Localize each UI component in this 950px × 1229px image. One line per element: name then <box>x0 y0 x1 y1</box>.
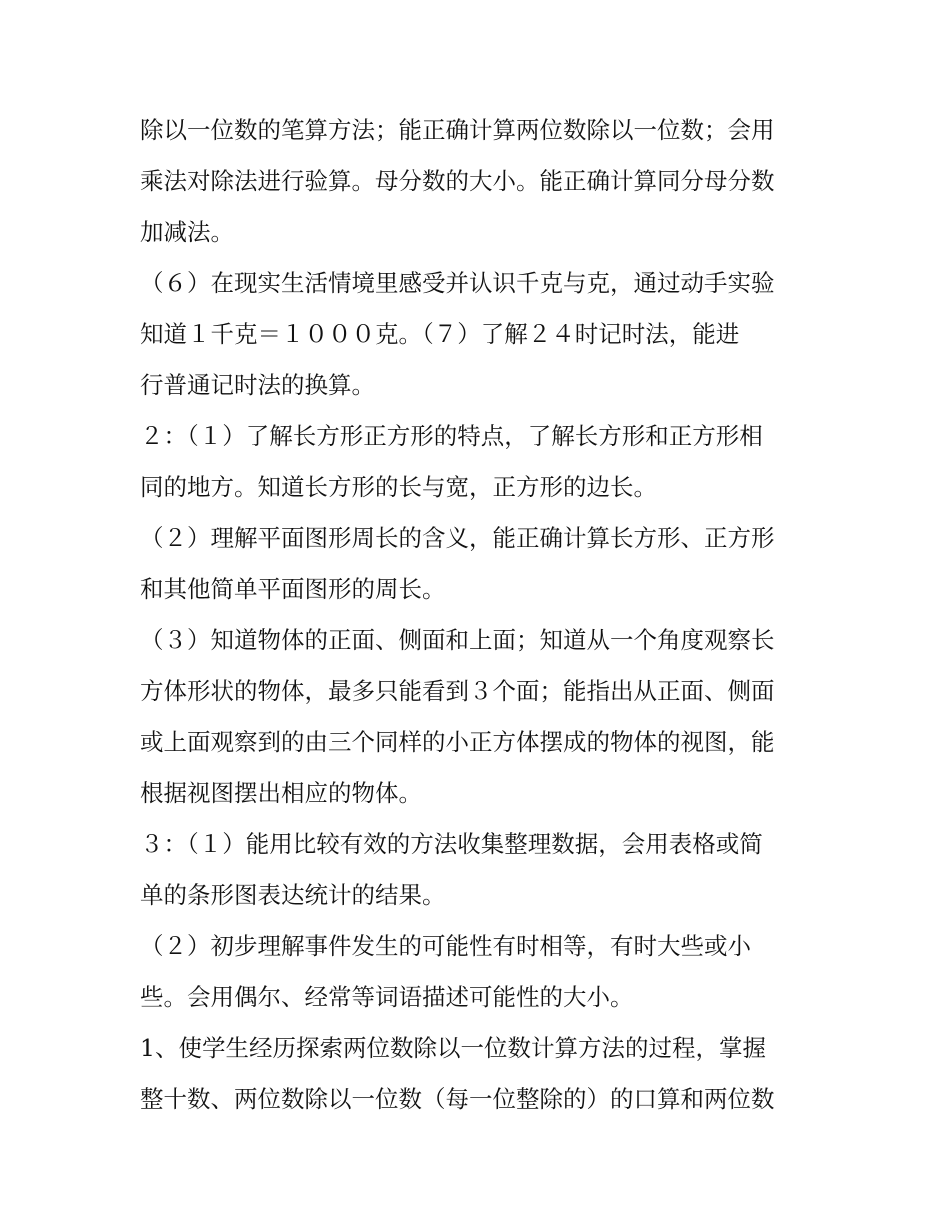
text-line-9: （２）理解平面图形周长的含义，能正确计算长方形、正方形 <box>140 524 775 552</box>
text-line-18: 些。会用偶尔、经常等词语描述可能性的大小。 <box>140 983 634 1011</box>
text-line-17: （２）初步理解事件发生的可能性有时相等，有时大些或小 <box>140 932 751 960</box>
text-line-20: 整十数、两位数除以一位数（每一位整除的）的口算和两位数 <box>140 1085 775 1113</box>
text-line-12: 方体形状的物体，最多只能看到３个面；能指出从正面、侧面 <box>140 677 775 705</box>
text-line-6: 行普通记时法的换算。 <box>140 371 375 399</box>
text-line-2: 乘法对除法进行验算。母分数的大小。能正确计算同分母分数 <box>140 167 775 195</box>
text-line-10: 和其他简单平面图形的周长。 <box>140 575 446 603</box>
text-line-8: 同的地方。知道长方形的长与宽，正方形的边长。 <box>140 473 657 501</box>
text-line-19: 1、使学生经历探索两位数除以一位数计算方法的过程，掌握 <box>140 1034 766 1062</box>
text-line-3: 加减法。 <box>140 218 234 246</box>
text-line-5: 知道１千克＝１０００克。（７）了解２４时记时法，能进 <box>140 320 740 348</box>
text-line-16: 单的条形图表达统计的结果。 <box>140 881 446 909</box>
text-line-13: 或上面观察到的由三个同样的小正方体摆成的物体的视图，能 <box>140 728 775 756</box>
text-line-14: 根据视图摆出相应的物体。 <box>140 779 422 807</box>
text-line-7: ２：（１）了解长方形正方形的特点，了解长方形和正方形相 <box>140 422 763 450</box>
text-line-4: （６）在现实生活情境里感受并认识千克与克，通过动手实验 <box>140 269 775 297</box>
text-line-1: 除以一位数的笔算方法；能正确计算两位数除以一位数；会用 <box>140 116 775 144</box>
text-line-15: ３：（１）能用比较有效的方法收集整理数据，会用表格或简 <box>140 830 763 858</box>
text-line-11: （３）知道物体的正面、侧面和上面；知道从一个角度观察长 <box>140 626 775 654</box>
